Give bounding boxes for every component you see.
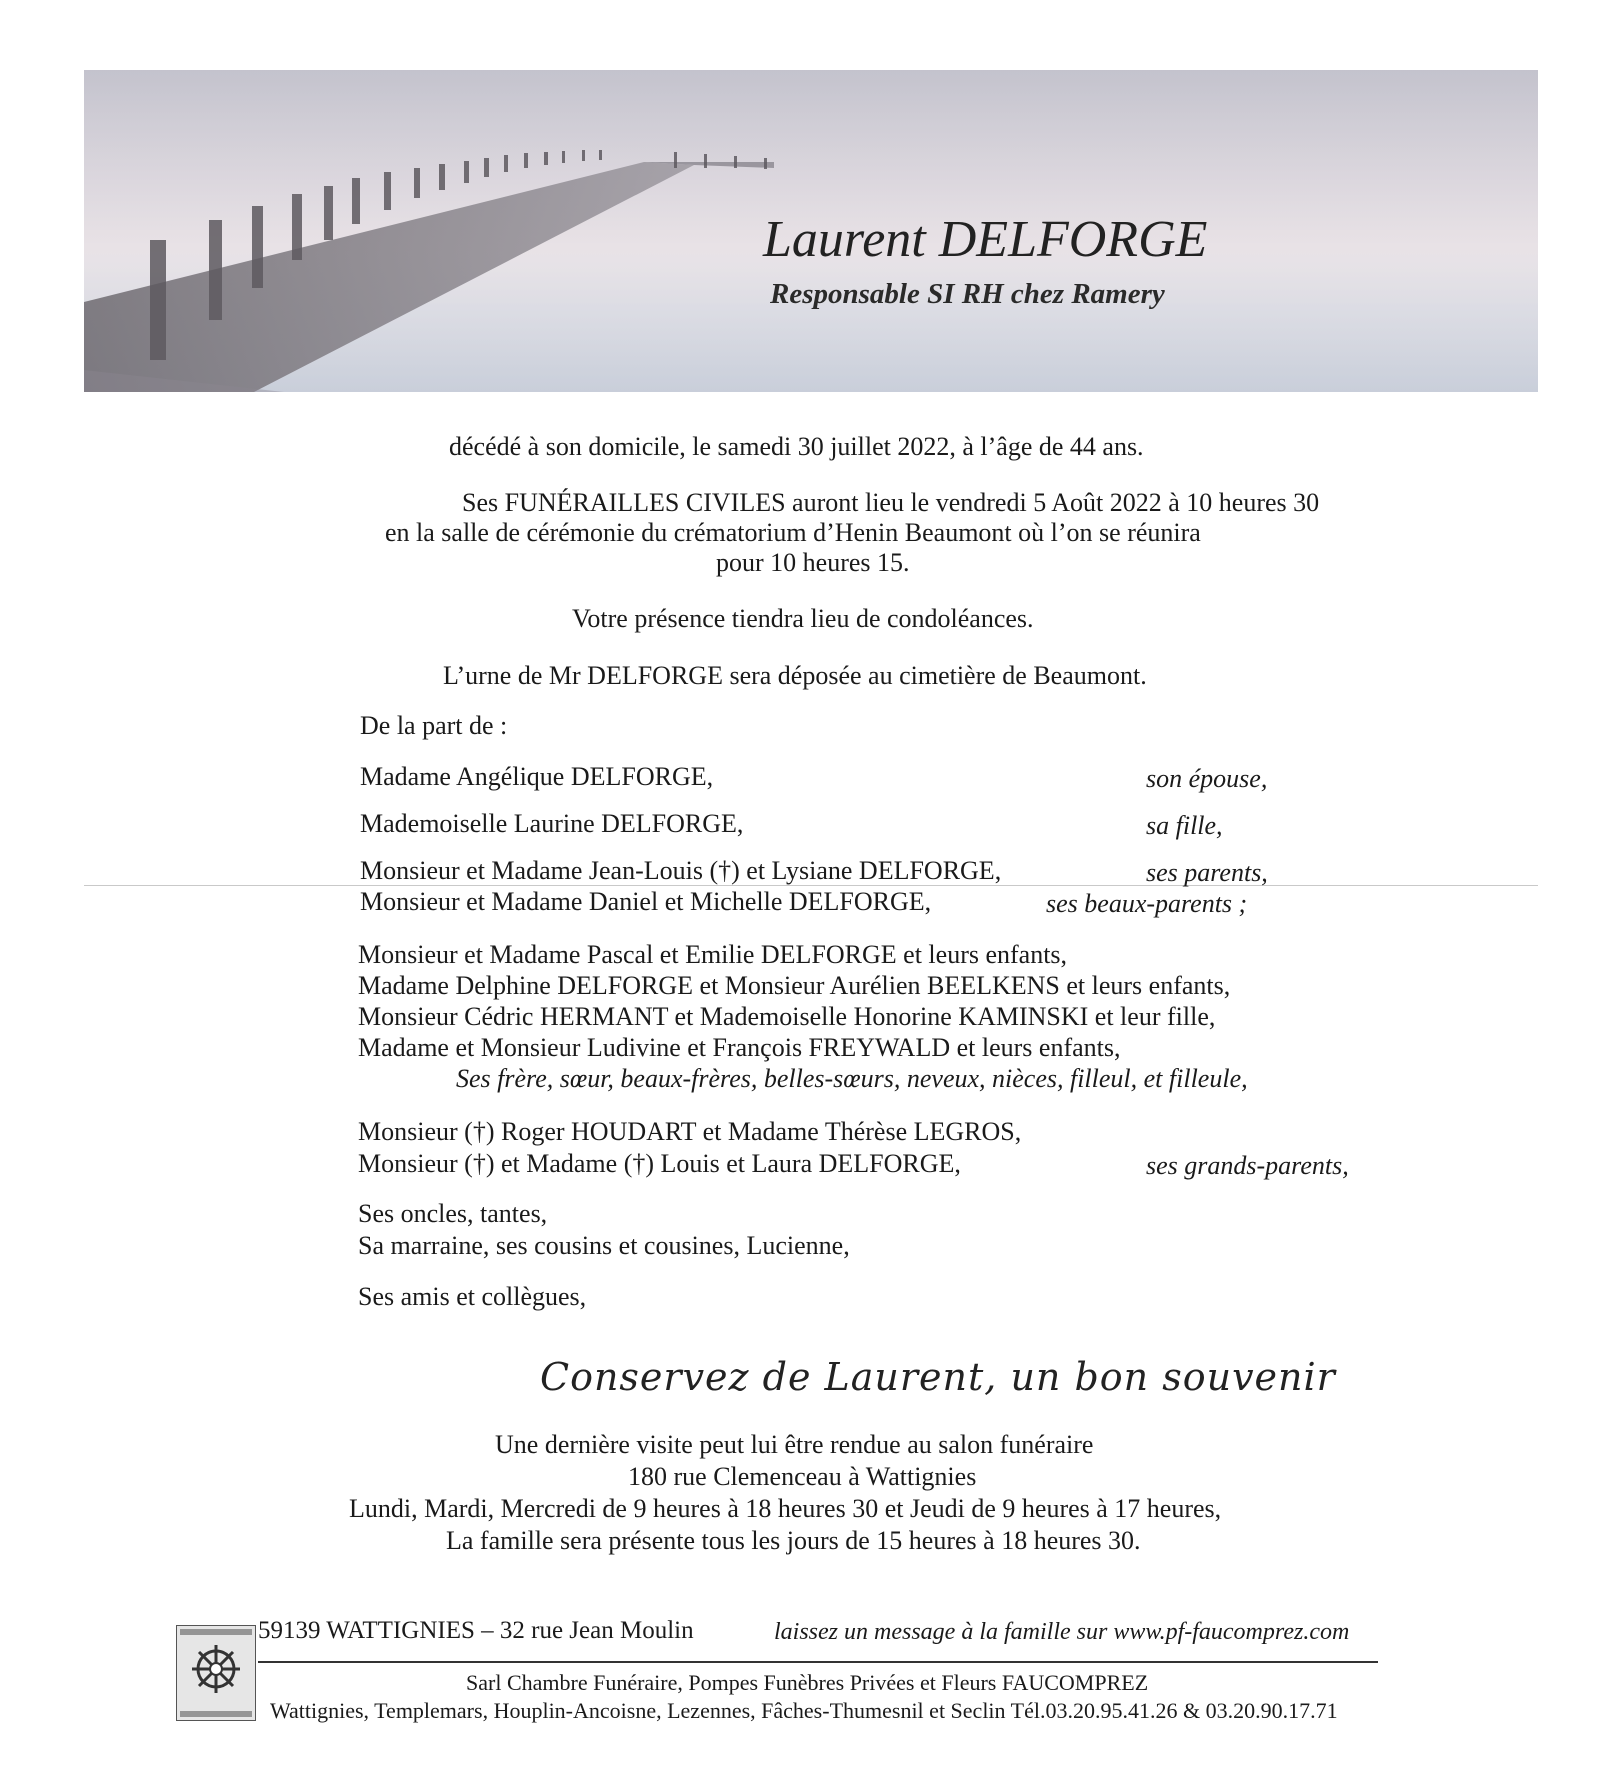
funeral-line-2: en la salle de cérémonie du crématorium d’Henin Beaumont où l’on se réunira bbox=[385, 518, 1201, 547]
deceased-name: Laurent DELFORGE bbox=[763, 211, 1208, 268]
footer-divider bbox=[258, 1661, 1378, 1663]
siblings-relation: Ses frère, sœur, beaux-frères, belles-sœurs, neveux, nièces, filleul, et filleule, bbox=[456, 1064, 1248, 1093]
godmother-line: Sa marraine, ses cousins et cousines, Lucienne, bbox=[358, 1231, 850, 1260]
visit-line-2: 180 rue Clemenceau à Wattignies bbox=[628, 1462, 977, 1491]
grandparents-relation: ses grands-parents, bbox=[1146, 1151, 1349, 1180]
footer-address: 59139 WATTIGNIES – 32 rue Jean Moulin bbox=[258, 1617, 694, 1644]
condolences-text: Votre présence tiendra lieu de condoléances. bbox=[572, 604, 1034, 633]
parents-name: Monsieur et Madame Jean-Louis (†) et Lysiane DELFORGE, bbox=[360, 856, 1002, 885]
from-label: De la part de : bbox=[360, 711, 508, 740]
daughter-relation: sa fille, bbox=[1146, 811, 1223, 840]
spouse-name: Madame Angélique DELFORGE, bbox=[360, 762, 714, 791]
siblings-line: Monsieur et Madame Pascal et Emilie DELFORGE et leurs enfants, bbox=[358, 940, 1068, 969]
funeral-line-1: Ses FUNÉRAILLES CIVILES auront lieu le vendredi 5 Août 2022 à 10 heures 30 bbox=[462, 488, 1320, 517]
death-notice: décédé à son domicile, le samedi 30 juillet 2022, à l’âge de 44 ans. bbox=[449, 432, 1144, 461]
daughter-name: Mademoiselle Laurine DELFORGE, bbox=[360, 809, 744, 838]
footer-company: Sarl Chambre Funéraire, Pompes Funèbres Privées et Fleurs FAUCOMPREZ bbox=[466, 1670, 1149, 1695]
siblings-line: Madame et Monsieur Ludivine et François FREYWALD et leurs enfants, bbox=[358, 1033, 1121, 1062]
siblings-line: Madame Delphine DELFORGE et Monsieur Aurélien BEELKENS et leurs enfants, bbox=[358, 971, 1231, 1000]
visit-line-4: La famille sera présente tous les jours de 15 heures à 18 heures 30. bbox=[446, 1526, 1141, 1555]
visit-line-1: Une dernière visite peut lui être rendue au salon funéraire bbox=[495, 1430, 1094, 1459]
footer-towns: Wattignies, Templemars, Houplin-Ancoisne, Lezennes, Fâches-Thumesnil et Seclin Tél.03.20.95.41.26 & 03.20.90.17.71 bbox=[270, 1698, 1338, 1723]
deceased-job: Responsable SI RH chez Ramery bbox=[770, 278, 1165, 310]
funeral-home-logo bbox=[176, 1625, 256, 1721]
funeral-line-3: pour 10 heures 15. bbox=[716, 548, 910, 577]
visit-line-3: Lundi, Mardi, Mercredi de 9 heures à 18 heures 30 et Jeudi de 9 heures à 17 heures, bbox=[349, 1494, 1222, 1523]
friends-line: Ses amis et collègues, bbox=[358, 1282, 587, 1311]
spouse-relation: son épouse, bbox=[1146, 764, 1268, 793]
in-laws-name: Monsieur et Madame Daniel et Michelle DELFORGE, bbox=[360, 887, 932, 916]
siblings-line: Monsieur Cédric HERMANT et Mademoiselle Honorine KAMINSKI et leur fille, bbox=[358, 1002, 1216, 1031]
uncles-line: Ses oncles, tantes, bbox=[358, 1199, 548, 1228]
parents-relation: ses parents, bbox=[1146, 858, 1268, 887]
grandparents-line-1: Monsieur (†) Roger HOUDART et Madame Thérèse LEGROS, bbox=[358, 1117, 1022, 1146]
memory-script: Conservez de Laurent, un bon souvenir bbox=[540, 1355, 1336, 1399]
footer-website-message[interactable]: laissez un message à la famille sur www.pf-faucomprez.com bbox=[774, 1619, 1350, 1645]
in-laws-relation: ses beaux-parents ; bbox=[1046, 889, 1248, 918]
grandparents-line-2: Monsieur (†) et Madame (†) Louis et Laura DELFORGE, bbox=[358, 1149, 961, 1178]
urn-text: L’urne de Mr DELFORGE sera déposée au cimetière de Beaumont. bbox=[443, 661, 1147, 690]
